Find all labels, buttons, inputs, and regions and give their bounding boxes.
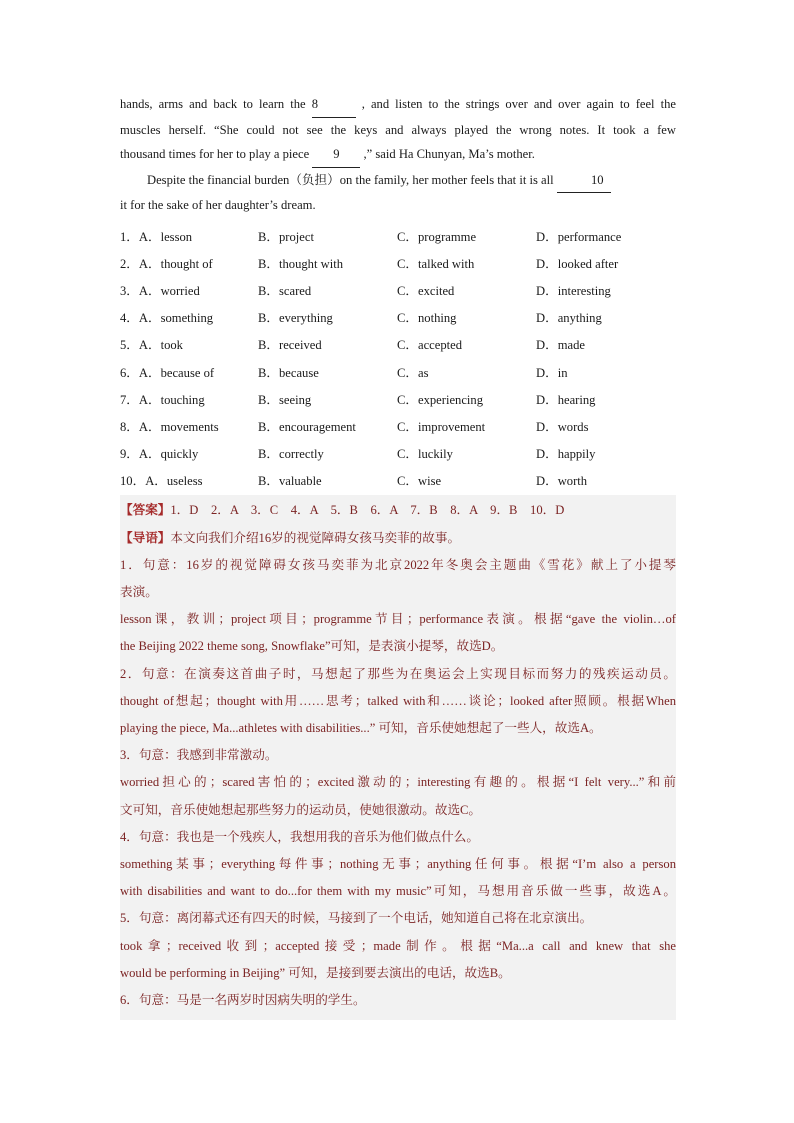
- explanation-line: 4．句意：我也是一个残疾人，我想用我的音乐为他们做点什么。: [120, 829, 479, 844]
- answer-key-text: 1．D 2．A 3．C 4．A 5．B 6．A 7．B 8．A 9．B 10．D: [170, 503, 565, 518]
- blank-9: 9: [312, 142, 360, 168]
- option-choice: 5．A．took: [120, 338, 183, 353]
- option-choice: 1．A．lesson: [120, 229, 193, 244]
- option-row: [120, 357, 676, 384]
- passage-text: , and listen to the strings over and over again to feel the: [355, 97, 676, 111]
- option-row: [120, 276, 676, 303]
- explanation-lines: [120, 552, 676, 1014]
- explanation-line: something某事；everything每件事；nothing无事；anything任何事。根据“I’m also a person: [120, 857, 676, 872]
- option-choice: D．performance: [536, 229, 622, 244]
- guide-label: 【导语】: [120, 530, 171, 545]
- option-choice: B．project: [258, 229, 314, 244]
- option-choice: B．because: [258, 365, 319, 380]
- passage-line: [120, 168, 676, 194]
- answer-label: 【答案】: [120, 503, 171, 518]
- option-choice: C．programme: [397, 229, 477, 244]
- option-choice: B．thought with: [258, 256, 344, 271]
- option-choice: D．looked after: [536, 256, 619, 271]
- option-row: [120, 222, 676, 249]
- passage-line: muscles herself. “She could not see the keys and always played the wrong notes. It took a few: [120, 122, 676, 137]
- option-row: [120, 303, 676, 330]
- explanation-line: playing the piece, Ma...athletes with disabilities...” 可知，音乐使她想起了一些人，故选A。: [120, 721, 602, 735]
- passage-line: it for the sake of her daughter’s dream.: [120, 198, 316, 212]
- passage-text: hands, arms and back to learn the: [120, 97, 312, 111]
- option-row: [120, 466, 676, 493]
- option-choice: C．experiencing: [397, 392, 484, 407]
- option-choice: C．excited: [397, 283, 455, 298]
- option-choice: C．luckily: [397, 447, 453, 462]
- passage-text: ,” said Ha Chunyan, Ma’s mother.: [360, 147, 535, 161]
- option-choice: B．valuable: [258, 474, 322, 489]
- answer-keys: [120, 497, 676, 524]
- option-row: [120, 412, 676, 439]
- answer-section: [120, 495, 676, 1020]
- option-choice: B．correctly: [258, 447, 324, 462]
- option-choice: C．improvement: [397, 419, 486, 434]
- option-choice: 2．A．thought of: [120, 256, 213, 271]
- option-choice: 4．A．something: [120, 311, 214, 326]
- explanation-line: the Beijing 2022 theme song, Snowflake”可知，是表演小提琴，故选D。: [120, 639, 504, 654]
- explanation-line: 2．句意：在演奏这首曲子时，马想起了那些为在奥运会上实现目标而努力的残疾运动员。: [120, 666, 676, 681]
- page-content: [120, 92, 676, 1020]
- explanation-line: lesson课，教训；project项目；programme节目；performance表演。根据“gave the violin…of: [120, 612, 676, 627]
- option-choice: D．worth: [536, 474, 588, 489]
- passage-text: thousand times for her to play a piece: [120, 147, 313, 161]
- explanation-line: 5．句意：离闭幕式还有四天的时候，马接到了一个电话，她知道自己将在北京演出。: [120, 911, 593, 926]
- option-choice: B．seeing: [258, 392, 312, 407]
- option-choice: C．talked with: [397, 256, 475, 271]
- option-choice: 3．A．worried: [120, 283, 200, 298]
- option-choice: B．scared: [258, 283, 312, 298]
- option-choice: B．received: [258, 338, 322, 353]
- explanation-line: with disabilities and want to do...for them with my music”可知，马想用音乐做一些事，故选A。: [120, 884, 676, 899]
- options-list: [120, 222, 676, 494]
- option-choice: C．accepted: [397, 338, 463, 353]
- option-choice: B．encouragement: [258, 419, 356, 434]
- option-choice: D．anything: [536, 311, 602, 326]
- explanation-line: 文可知，音乐使她想起那些努力的运动员，使她很激动。故选C。: [120, 802, 482, 817]
- option-choice: D．words: [536, 419, 589, 434]
- option-row: [120, 385, 676, 412]
- explanation-line: would be performing in Beijing” 可知，是接到要去演出的电话，故选B。: [120, 965, 511, 980]
- passage-line: [120, 142, 676, 168]
- option-row: [120, 439, 676, 466]
- option-choice: C．wise: [397, 474, 442, 489]
- explanation-line: 6．句意：马是一名两岁时因病失明的学生。: [120, 993, 366, 1008]
- option-choice: D．in: [536, 365, 568, 380]
- option-choice: C．as: [397, 365, 429, 380]
- guide-text: 本文向我们介绍16岁的视觉障碍女孩马奕菲的故事。: [170, 530, 461, 545]
- option-choice: 7．A．touching: [120, 392, 205, 407]
- explanation-line: 3．句意：我感到非常激动。: [120, 748, 278, 763]
- passage-line: [120, 92, 676, 118]
- option-choice: 6．A．because of: [120, 365, 215, 380]
- explanation-line: 表演。: [120, 584, 158, 599]
- option-choice: D．interesting: [536, 283, 611, 298]
- explanation-line: 1．句意：16岁的视觉障碍女孩马奕菲为北京2022年冬奥会主题曲《雪花》献上了小提琴: [120, 557, 676, 572]
- option-row: [120, 330, 676, 357]
- blank-10: 10: [557, 168, 611, 194]
- option-choice: D．happily: [536, 447, 596, 462]
- option-choice: 8．A．movements: [120, 419, 219, 434]
- option-choice: C．nothing: [397, 311, 457, 326]
- option-choice: D．hearing: [536, 392, 596, 407]
- explanation-line: took拿；received收到；accepted接受；made制作。根据“Ma...a call and knew that she: [120, 938, 676, 953]
- option-choice: 9．A．quickly: [120, 447, 199, 462]
- explanation-line: thought of想起；thought with用……思考；talked with和……谈论；looked after照顾。根据When: [120, 693, 676, 708]
- blank-8: 8: [312, 92, 356, 118]
- option-choice: B．everything: [258, 311, 333, 326]
- option-choice: D．made: [536, 338, 585, 353]
- explanation-line: worried担心的；scared害怕的；excited激动的；interesting有趣的。根据“I felt very...”和前: [120, 775, 676, 790]
- option-row: [120, 249, 676, 276]
- passage-text: Despite the financial burden（负担）on the family, her mother feels that it is all: [147, 172, 557, 187]
- guide: [120, 525, 676, 552]
- option-choice: 10．A．useless: [120, 474, 203, 489]
